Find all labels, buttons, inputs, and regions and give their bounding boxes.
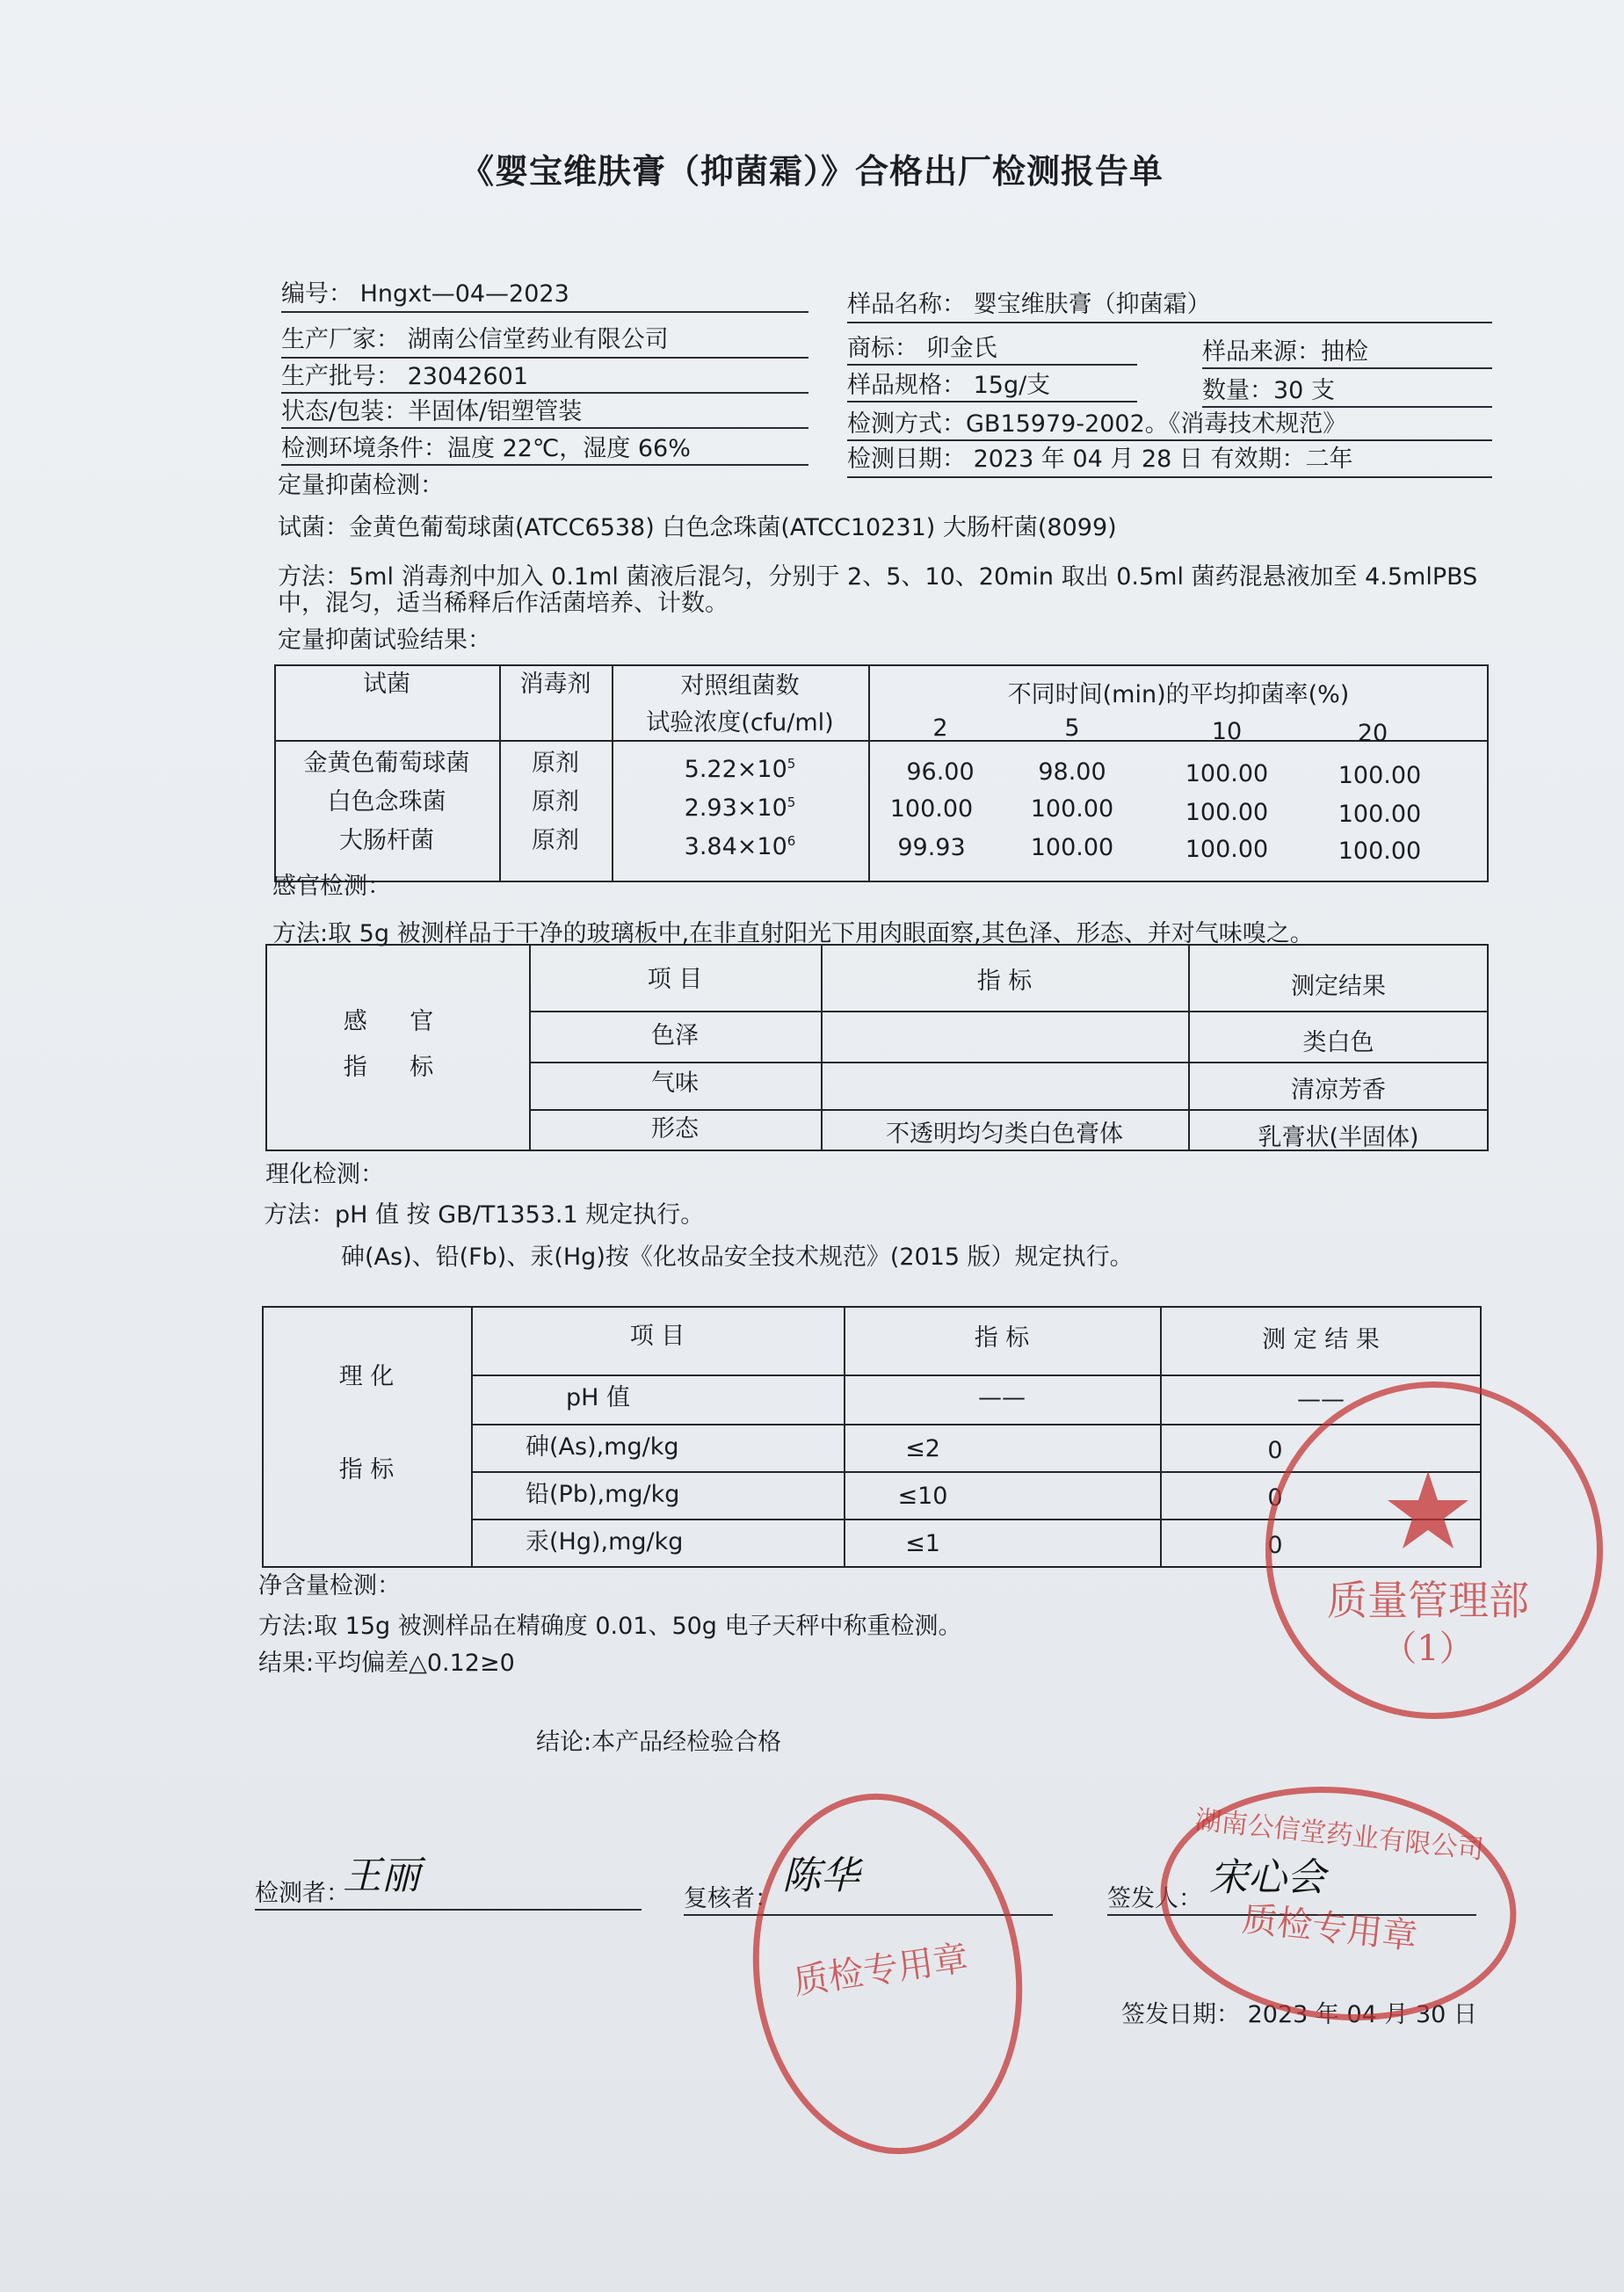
rate-cell: 96.00 — [906, 758, 975, 786]
physchem-result: 0 — [1267, 1532, 1283, 1559]
sample-spec: 样品规格： 15g/支 — [847, 372, 1051, 399]
physchem-result: 0 — [1267, 1437, 1283, 1464]
rate-cell: 100.00 — [1338, 762, 1422, 789]
test-environment: 检测环境条件：温度 22℃，湿度 66% — [281, 435, 691, 462]
rate-cell: 100.00 — [1185, 799, 1269, 826]
physchem-method-1: 方法：pH 值 按 GB/T1353.1 规定执行。 — [264, 1201, 705, 1229]
stamp-dept-text: 质量管理部 — [1327, 1577, 1529, 1624]
physchem-side-label-1: 理 化 — [338, 1363, 395, 1390]
sensory-col-item: 项 目 — [647, 966, 703, 993]
rate-cell: 100.00 — [1030, 795, 1114, 823]
test-date: 检测日期： 2023 年 04 月 28 日 有效期：二年 — [847, 446, 1353, 473]
physchem-col-result: 测 定 结 果 — [1262, 1326, 1380, 1353]
brand: 商标： 卯金氏 — [847, 335, 997, 362]
sensory-result: 乳膏状(半固体) — [1258, 1124, 1419, 1151]
issue-date: 签发日期： 2023 年 04 月 30 日 — [1121, 2001, 1477, 2028]
time-20: 20 — [1357, 720, 1388, 747]
rate-cell: 100.00 — [1338, 838, 1422, 865]
col-control-header-1: 对照组菌数 — [680, 672, 800, 700]
sensory-col-result: 测定结果 — [1291, 973, 1386, 1000]
tester-label: 检测者： — [255, 1880, 350, 1907]
rate-cell: 100.00 — [1030, 834, 1114, 861]
stamp-dept-number: （1） — [1381, 1628, 1475, 1669]
physchem-index: ≤10 — [897, 1483, 948, 1510]
physchem-index: ≤2 — [905, 1435, 940, 1462]
sample-name: 样品名称： 婴宝维肤膏（抑菌霜） — [847, 291, 1211, 318]
sensory-result: 清凉芳香 — [1291, 1077, 1386, 1104]
agent-cell: 原剂 — [532, 788, 579, 816]
physchem-side-label-2: 指 标 — [338, 1456, 395, 1483]
test-method: 检测方式：GB15979-2002。《消毒技术规范》 — [847, 410, 1347, 438]
rate-cell: 100.00 — [1185, 836, 1269, 863]
col-rate-header: 不同时间(min)的平均抑菌率(%) — [1007, 681, 1350, 708]
physchem-item: 铅(Pb),mg/kg — [526, 1481, 680, 1508]
sensory-heading: 感官检测： — [272, 873, 391, 900]
antibacterial-results-heading: 定量抑菌试验结果： — [278, 627, 491, 654]
physchem-index: ≤1 — [905, 1530, 940, 1557]
rate-cell: 100.00 — [889, 795, 974, 823]
star-icon — [1384, 1467, 1472, 1555]
antibacterial-strains: 试菌：金黄色葡萄球菌(ATCC6538) 白色念珠菌(ATCC10231) 大肠杆菌(8099) — [278, 514, 1117, 541]
state-package: 状态/包装：半固体/铝塑管装 — [281, 398, 583, 425]
col-control-header-2: 试验浓度(cfu/ml) — [646, 709, 834, 736]
batch-number: 生产批号： 23042601 — [281, 363, 529, 390]
sensory-side-label-2: 指 标 — [343, 1054, 452, 1081]
col-strain-header: 试菌 — [363, 671, 410, 698]
physchem-item: 砷(As),mg/kg — [526, 1433, 679, 1461]
rate-cell: 99.93 — [897, 834, 966, 861]
serial-number: 编号： Hngxt—04—2023 — [281, 280, 569, 308]
physchem-result: 0 — [1267, 1484, 1283, 1512]
physchem-method-2: 砷(As)、铅(Fb)、汞(Hg)按《化妆品安全技术规范》(2015 版）规定执行。 — [341, 1244, 1134, 1271]
rate-cell: 100.00 — [1338, 801, 1422, 828]
agent-cell: 原剂 — [532, 827, 579, 854]
col-disinfectant-header: 消毒剂 — [519, 671, 591, 698]
physchem-item: 汞(Hg),mg/kg — [526, 1528, 684, 1556]
stamp-right-company: 湖南公信堂药业有限公司 — [1193, 1804, 1486, 1866]
net-heading: 净含量检测： — [258, 1572, 401, 1599]
quality-dept-stamp — [1265, 1382, 1603, 1719]
antibacterial-method-line1: 方法：5ml 消毒剂中加入 0.1ml 菌液后混匀，分别于 2、5、10、20min 取出 0.5ml 菌药混悬液加至 4.5mlPBS — [278, 563, 1478, 591]
rate-cell: 98.00 — [1038, 758, 1106, 786]
sample-quantity: 数量：30 支 — [1202, 377, 1335, 404]
sensory-item: 形态 — [651, 1115, 699, 1142]
time-2: 2 — [932, 714, 948, 742]
net-method: 方法:取 15g 被测样品在精确度 0.01、50g 电子天秤中称重检测。 — [258, 1613, 962, 1640]
antibacterial-heading: 定量抑菌检测： — [278, 472, 444, 499]
stamp-left-text: 质检专用章 — [791, 1938, 971, 2003]
sensory-item: 色泽 — [651, 1022, 699, 1049]
strain-cell: 金黄色葡萄球菌 — [303, 750, 470, 777]
sensory-index: 不透明均匀类白色膏体 — [886, 1121, 1123, 1148]
strain-cell: 白色念珠菌 — [327, 788, 446, 816]
net-result: 结果:平均偏差△0.12≥0 — [258, 1650, 515, 1677]
rate-cell: 100.00 — [1185, 760, 1269, 787]
physchem-index: —— — [978, 1384, 1026, 1411]
sensory-item: 气味 — [651, 1070, 699, 1097]
physchem-col-item: 项 目 — [629, 1323, 685, 1350]
physchem-col-index: 指 标 — [974, 1324, 1030, 1352]
sensory-side-label-1: 感 官 — [343, 1008, 452, 1035]
control-count-cell: $5.22\times 10^5$ — [684, 756, 796, 783]
issuer-label: 签发人： — [1107, 1885, 1202, 1912]
time-5: 5 — [1064, 714, 1080, 742]
sensory-col-index: 指 标 — [976, 968, 1033, 995]
reviewer-label: 复核者： — [684, 1885, 779, 1912]
strain-cell: 大肠杆菌 — [339, 827, 434, 854]
quality-check-stamp-left — [730, 1776, 1045, 2172]
physchem-heading: 理化检测： — [265, 1161, 384, 1188]
physchem-result: —— — [1297, 1386, 1345, 1413]
antibacterial-method-line2: 中，混匀，适当稀释后作活菌培养、计数。 — [278, 590, 729, 617]
control-count-cell: $2.93\times 10^5$ — [684, 794, 796, 822]
physchem-item: pH 值 — [566, 1384, 631, 1411]
quality-check-stamp-right — [1149, 1770, 1527, 2038]
conclusion: 结论:本产品经检验合格 — [536, 1729, 782, 1756]
tester-signature: 王丽 — [343, 1853, 420, 1898]
stamp-right-text: 质检专用章 — [1240, 1898, 1419, 1958]
agent-cell: 原剂 — [532, 750, 579, 777]
manufacturer: 生产厂家： 湖南公信堂药业有限公司 — [281, 326, 669, 353]
report-title: 《婴宝维肤膏（抑菌霜）》合格出厂检测报告单 — [460, 152, 1164, 191]
sensory-method: 方法:取 5g 被测样品于干净的玻璃板中,在非直射阳光下用肉眼面察,其色泽、形态、并对气味嗅之。 — [272, 920, 1314, 947]
sensory-result: 类白色 — [1302, 1029, 1374, 1056]
control-count-cell: $3.84\times 10^6$ — [684, 833, 796, 860]
time-10: 10 — [1211, 718, 1243, 745]
reviewer-signature: 陈华 — [782, 1853, 859, 1898]
sample-source: 样品来源：抽检 — [1202, 338, 1368, 366]
issuer-signature: 宋心会 — [1209, 1855, 1325, 1900]
